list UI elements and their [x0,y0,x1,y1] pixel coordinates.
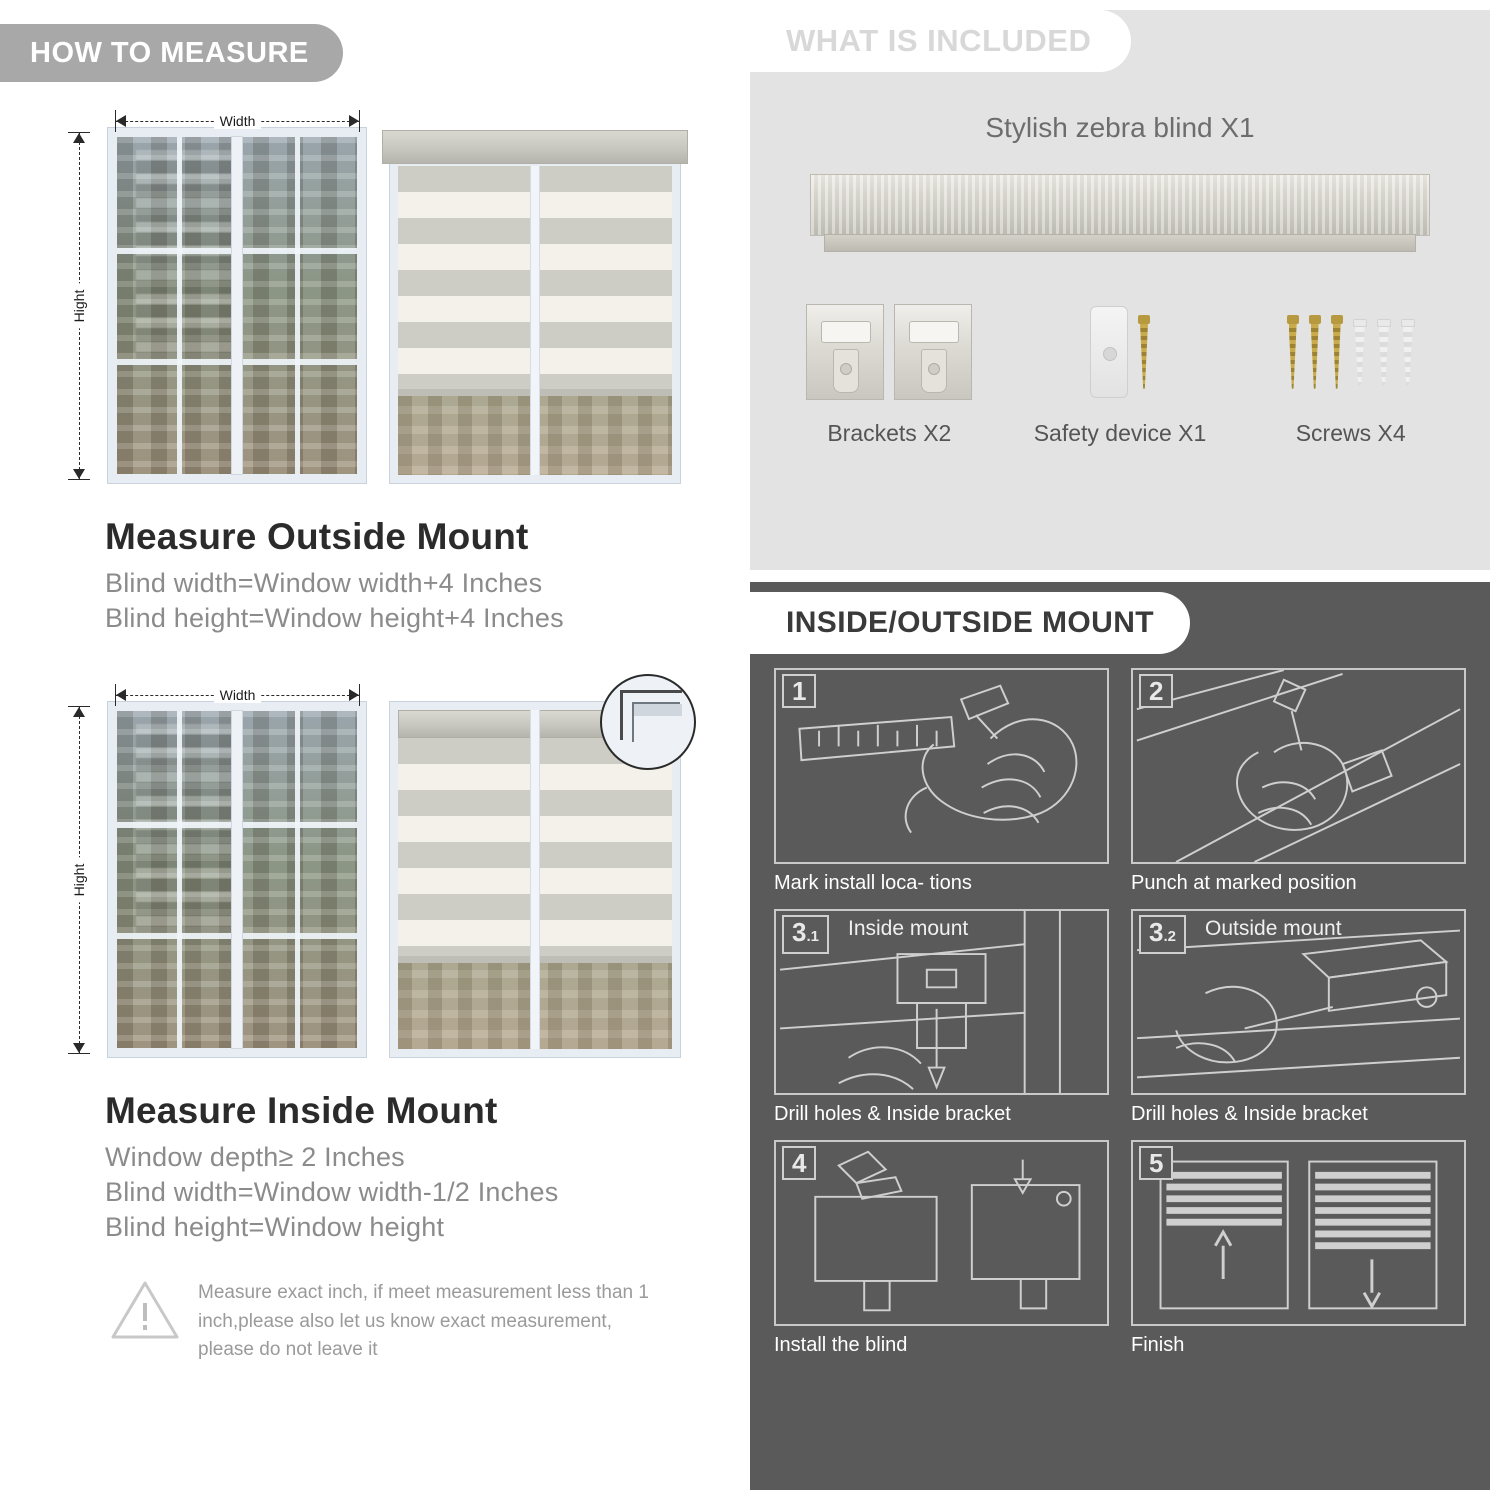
zebra-blind-product-image [810,174,1430,266]
screws-label: Screws X4 [1295,420,1406,446]
step-3-2-inline-label: Outside mount [1205,917,1342,940]
outside-mount-heading: Measure Outside Mount [105,516,529,557]
step-1-caption: Mark install loca- tions [774,872,972,894]
inside-width-label: Width [214,687,262,703]
screw-icon [1287,315,1299,389]
step-5-caption: Finish [1131,1334,1185,1356]
outside-width-dimension [115,110,360,132]
screw-icon [1309,315,1321,389]
step-4-caption: Install the blind [774,1334,908,1356]
step-3-2-caption: Drill holes & Inside bracket [1131,1103,1368,1125]
bracket-icon [806,304,884,400]
safety-device-label: Safety device X1 [1033,420,1207,446]
inside-mount-line-1: Window depth≥ 2 Inches [105,1142,405,1172]
install-step-3-2 [1131,909,1466,1126]
included-product-title: Stylish zebra blind X1 [985,112,1255,143]
drill-icon [1133,670,1464,862]
hand-tape-measure-icon [776,670,1107,862]
install-steps-grid [750,654,1490,1357]
outside-mount-diagram [60,100,700,500]
inside-height-label: Hight [71,858,87,903]
outside-height-label: Hight [71,284,87,329]
outside-mount-line-1: Blind width=Window width+4 Inches [105,568,543,598]
wall-anchor-icon [1353,319,1367,385]
brackets-label: Brackets X2 [827,420,952,446]
step-5-number: 5 [1139,1146,1173,1180]
measure-warning-note [110,1279,650,1365]
inside-mount-line-3: Blind height=Window height [105,1212,445,1242]
what-is-included-tab: WHAT IS INCLUDED [750,10,1131,72]
warning-note-text: Measure exact inch, if meet measurement less than 1 inch,please also let us know exact measurement, please do not leave it [198,1282,649,1360]
wall-anchor-icon [1401,319,1415,385]
outside-mount-line-2: Blind height=Window height+4 Inches [105,603,564,633]
step-2-caption: Punch at marked position [1131,872,1357,894]
step-3-1-caption: Drill holes & Inside bracket [774,1103,1011,1125]
screw-icon [1138,315,1150,389]
step-3-2-number: 3.2 [1139,915,1186,954]
depth-callout-circle [600,674,696,770]
inside-mount-line-2: Blind width=Window width-1/2 Inches [105,1177,559,1207]
inside-outside-mount-tab: INSIDE/OUTSIDE MOUNT [750,592,1190,654]
blind-illustration-outside [390,158,680,483]
install-step-1 [774,668,1109,895]
inside-height-dimension [68,706,90,1054]
screw-icon [1331,315,1343,389]
outside-width-label: Width [214,113,262,129]
inside-mount-heading: Measure Inside Mount [105,1090,498,1131]
right-column [740,0,1500,1500]
install-step-2 [1131,668,1466,895]
included-parts-row [750,292,1490,447]
warning-triangle-icon [110,1279,180,1341]
step-1-number: 1 [782,674,816,708]
safety-device-icon [1090,306,1128,398]
wall-anchor-icon [1377,319,1391,385]
inside-width-dimension [115,684,360,706]
finished-blind-icon [1133,1142,1464,1324]
inside-outside-mount-section [750,582,1490,1490]
bracket-icon [894,304,972,400]
inside-mount-diagram [60,674,700,1074]
window-illustration-outside [108,128,366,483]
window-illustration-inside [108,702,366,1057]
outside-height-dimension [68,132,90,480]
step-4-number: 4 [782,1146,816,1180]
included-part-brackets [774,292,1005,447]
included-part-safety-device [1005,292,1236,447]
install-step-3-1 [774,909,1109,1126]
what-is-included-section [750,10,1490,570]
step-3-1-number: 3.1 [782,915,829,954]
included-part-screws [1235,292,1466,447]
how-to-measure-tab: HOW TO MEASURE [0,24,343,82]
step-3-1-inline-label: Inside mount [848,917,969,940]
how-to-measure-section [0,0,740,1500]
install-step-4 [774,1140,1109,1357]
install-blind-icon [776,1142,1107,1324]
blind-headrail [382,130,688,164]
install-step-5 [1131,1140,1466,1357]
step-2-number: 2 [1139,674,1173,708]
